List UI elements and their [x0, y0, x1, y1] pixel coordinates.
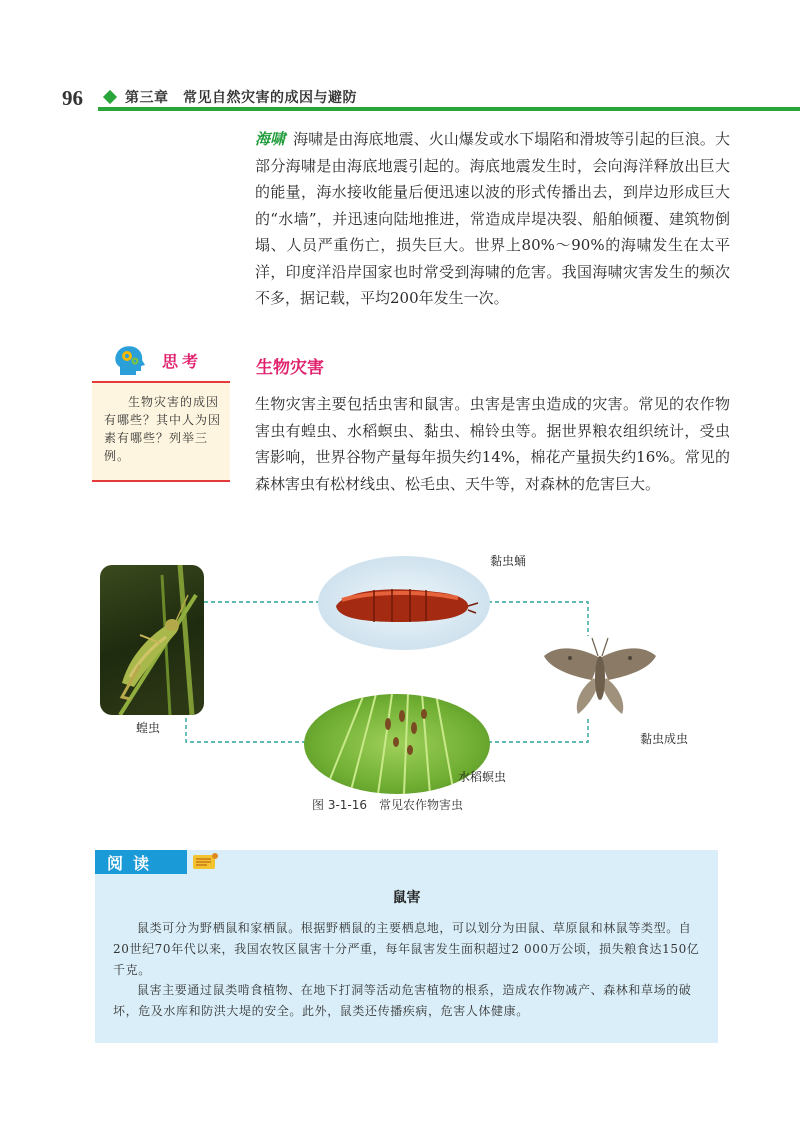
pupa-photo — [318, 556, 490, 650]
chapter-title: 第三章 常见自然灾害的成因与避防 — [125, 90, 357, 106]
think-title: 思考 — [162, 352, 203, 371]
reading-paragraph-1: 鼠类可分为野栖鼠和家栖鼠。根据野栖鼠的主要栖息地，可以划分为田鼠、草原鼠和林鼠等类型。自20世纪70年代以来，我国农牧区鼠害十分严重，每年鼠害发生面积超过2 000万公顷，损失粮食达150亿千克。 — [113, 921, 700, 977]
moth-label: 黏虫成虫 — [640, 732, 689, 746]
pest-figure — [100, 548, 740, 818]
section-title-bio: 生物灾害 — [256, 358, 324, 378]
page-number: 96 — [62, 86, 83, 110]
moth-photo — [540, 628, 660, 724]
figure-caption: 图 3-1-16 常见农作物害虫 — [312, 798, 464, 812]
bio-paragraph: 生物灾害主要包括虫害和鼠害。虫害是害虫造成的灾害。常见的农作物害虫有蝗虫、水稻螟虫、黏虫、棉铃虫等。据世界粮农组织统计，受虫害影响，世界谷物产量每年损失约14%，棉花产量损失约16%。常见的森林害虫有松材线虫、松毛虫、天牛等，对森林的危害巨大。 — [255, 395, 730, 493]
pupa-label: 黏虫蛹 — [490, 554, 527, 568]
locust-photo — [100, 565, 204, 715]
think-box — [92, 341, 230, 484]
borer-label: 水稻螟虫 — [458, 770, 507, 784]
think-question: 生物灾害的成因有哪些？其中人为因素有哪些？列举三例。 — [92, 383, 230, 482]
page-header — [0, 84, 800, 114]
tsunami-term: 海啸 — [255, 130, 286, 148]
locust-label: 蝗虫 — [136, 721, 161, 735]
tsunami-text: 海啸是由海底地震、火山爆发或水下塌陷和滑坡等引起的巨浪。大部分海啸是由海底地震引起的。海底地震发生时，会向海洋释放出巨大的能量，海水接收能量后便迅速以波的形式传播出去，到岸边形成巨大的“水墙”，并迅速向陆地推进，常造成岸堤决裂、船舶倾覆、建筑物倒塌、人员严重伤亡，损失巨大。世界上80%～90%的海啸发生在太平洋，印度洋沿岸国家也时常受到海啸的危害。我国海啸灾害发生的频次不多，据记载，平均200年发生一次。 — [255, 130, 730, 307]
reading-scroll-icon — [191, 852, 219, 872]
head-gears-icon — [112, 343, 148, 377]
reading-tab: 阅读 — [95, 850, 187, 874]
diamond-icon — [103, 90, 117, 104]
tsunami-paragraph — [255, 126, 730, 312]
reading-box — [95, 850, 718, 1043]
reading-title: 鼠害 — [392, 890, 421, 906]
reading-paragraph-2: 鼠害主要通过鼠类啃食植物、在地下打洞等活动危害植物的根系，造成农作物减产、森林和草场的破坏，危及水库和防洪大堤的安全。此外，鼠类还传播疾病，危害人体健康。 — [113, 983, 692, 1018]
header-rule — [98, 107, 800, 111]
